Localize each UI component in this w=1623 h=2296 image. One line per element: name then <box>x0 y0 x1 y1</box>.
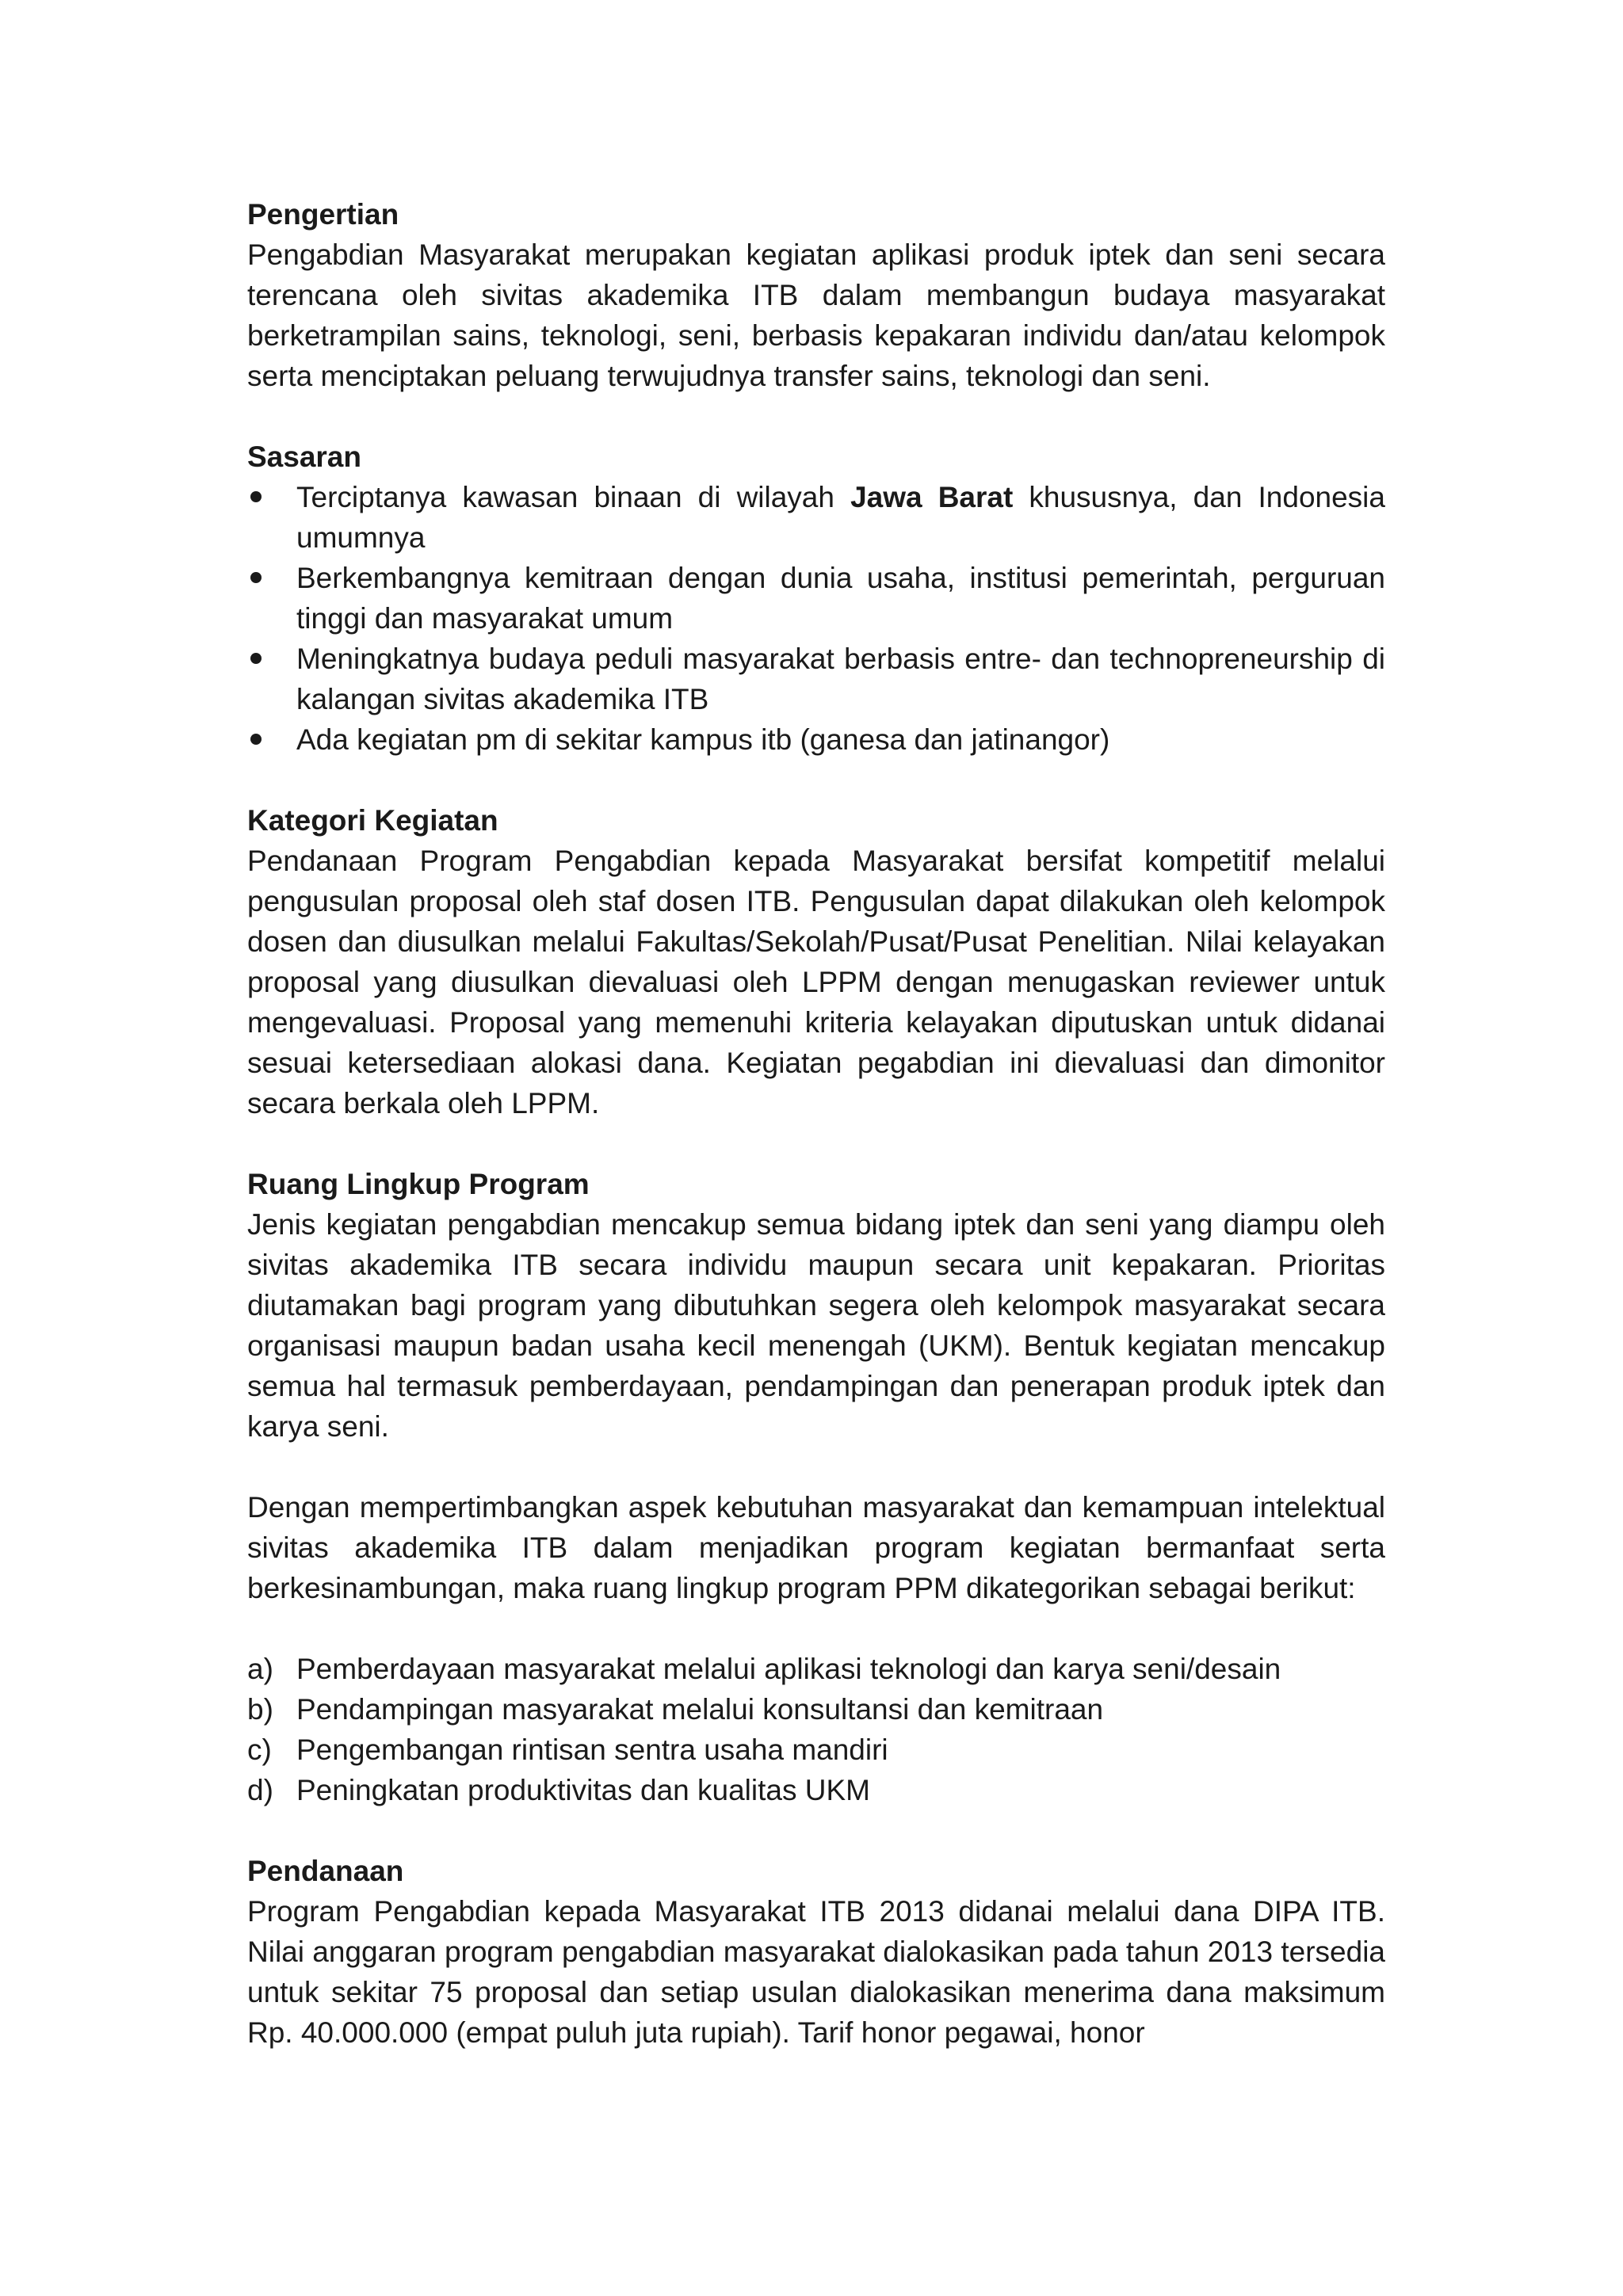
list-marker: d) <box>247 1774 273 1806</box>
list-item: b) Pendampingan masyarakat melalui konsultansi dan kemitraan <box>247 1689 1385 1730</box>
paragraph-kategori-kegiatan: Pendanaan Program Pengabdian kepada Masyarakat bersifat kompetitif melalui pengusulan proposal oleh staf dosen ITB. Pengusulan dapat dilakukan oleh kelompok dosen dan diusulkan melalui Fakultas/Sekolah/Pusat/Pusat Penelitian. Nilai kelayakan proposal yang diusulkan dievaluasi oleh LPPM dengan menugaskan reviewer untuk mengevaluasi. Proposal yang memenuhi kriteria kelayakan diputuskan untuk didanai sesuai ketersediaan alokasi dana. Kegiatan pegabdian ini dievaluasi dan dimonitor secara berkala oleh LPPM. <box>247 845 1385 1119</box>
list-item: c) Pengembangan rintisan sentra usaha mandiri <box>247 1730 1385 1770</box>
heading-ruang-lingkup: Ruang Lingkup Program <box>247 1168 590 1200</box>
section-sasaran <box>247 437 1385 760</box>
list-item: a) Pemberdayaan masyarakat melalui aplikasi teknologi dan karya seni/desain <box>247 1649 1385 1689</box>
paragraph-ruang-lingkup-2: Dengan mempertimbangkan aspek kebutuhan masyarakat dan kemampuan intelektual sivitas akademika ITB dalam menjadikan program kegiatan bermanfaat serta berkesinambungan, maka ruang lingkup program PPM dikategorikan sebagai berikut: <box>247 1491 1385 1604</box>
paragraph-pendanaan: Program Pengabdian kepada Masyarakat ITB 2013 didanai melalui dana DIPA ITB. Nilai anggaran program pengabdian masyarakat dialokasikan pada tahun 2013 tersedia untuk sekitar 75 proposal dan setiap usulan dialokasikan menerima dana maksimum Rp. 40.000.000 (empat puluh juta rupiah). Tarif honor pegawai, honor <box>247 1895 1385 2049</box>
ruang-lingkup-list <box>247 1649 1385 1810</box>
paragraph-pengertian: Pengabdian Masyarakat merupakan kegiatan aplikasi produk iptek dan seni secara terencana oleh sivitas akademika ITB dalam membangun budaya masyarakat berketrampilan sains, teknologi, seni, berbasis kepakaran individu dan/atau kelompok serta menciptakan peluang terwujudnya transfer sains, teknologi dan seni. <box>247 238 1385 392</box>
heading-sasaran: Sasaran <box>247 441 361 473</box>
heading-kategori-kegiatan: Kategori Kegiatan <box>247 804 498 837</box>
list-item: Meningkatnya budaya peduli masyarakat berbasis entre- dan technopreneurship di kalangan sivitas akademika ITB <box>296 643 1385 715</box>
section-kategori-kegiatan <box>247 800 1385 1123</box>
list-marker: b) <box>247 1693 273 1726</box>
list-item: d) Peningkatan produktivitas dan kualitas UKM <box>247 1770 1385 1810</box>
list-marker: c) <box>247 1733 272 1766</box>
list-item: Ada kegiatan pm di sekitar kampus itb (ganesa dan jatinangor) <box>296 723 1110 756</box>
document-page <box>247 194 1385 2093</box>
list-item: Terciptanya kawasan binaan di wilayah Jawa Barat khususnya, dan Indonesia umumnya <box>296 481 1385 554</box>
sasaran-list <box>247 477 1385 760</box>
section-ruang-lingkup-list <box>247 1649 1385 1810</box>
emphasis-jawa-barat: Jawa Barat <box>850 481 1014 513</box>
heading-pengertian: Pengertian <box>247 198 399 231</box>
section-ruang-lingkup-continued <box>247 1487 1385 1608</box>
section-ruang-lingkup <box>247 1164 1385 1447</box>
section-pengertian <box>247 194 1385 396</box>
heading-pendanaan: Pendanaan <box>247 1855 404 1887</box>
paragraph-ruang-lingkup-1: Jenis kegiatan pengabdian mencakup semua bidang iptek dan seni yang diampu oleh sivitas akademika ITB secara individu maupun secara unit kepakaran. Prioritas diutamakan bagi program yang dibutuhkan segera oleh kelompok masyarakat secara organisasi maupun badan usaha kecil menengah (UKM). Bentuk kegiatan mencakup semua hal termasuk pemberdayaan, pendampingan dan penerapan produk iptek dan karya seni. <box>247 1208 1385 1443</box>
section-pendanaan <box>247 1851 1385 2053</box>
list-marker: a) <box>247 1653 273 1685</box>
list-item: Berkembangnya kemitraan dengan dunia usaha, institusi pemerintah, perguruan tinggi dan masyarakat umum <box>296 562 1385 635</box>
